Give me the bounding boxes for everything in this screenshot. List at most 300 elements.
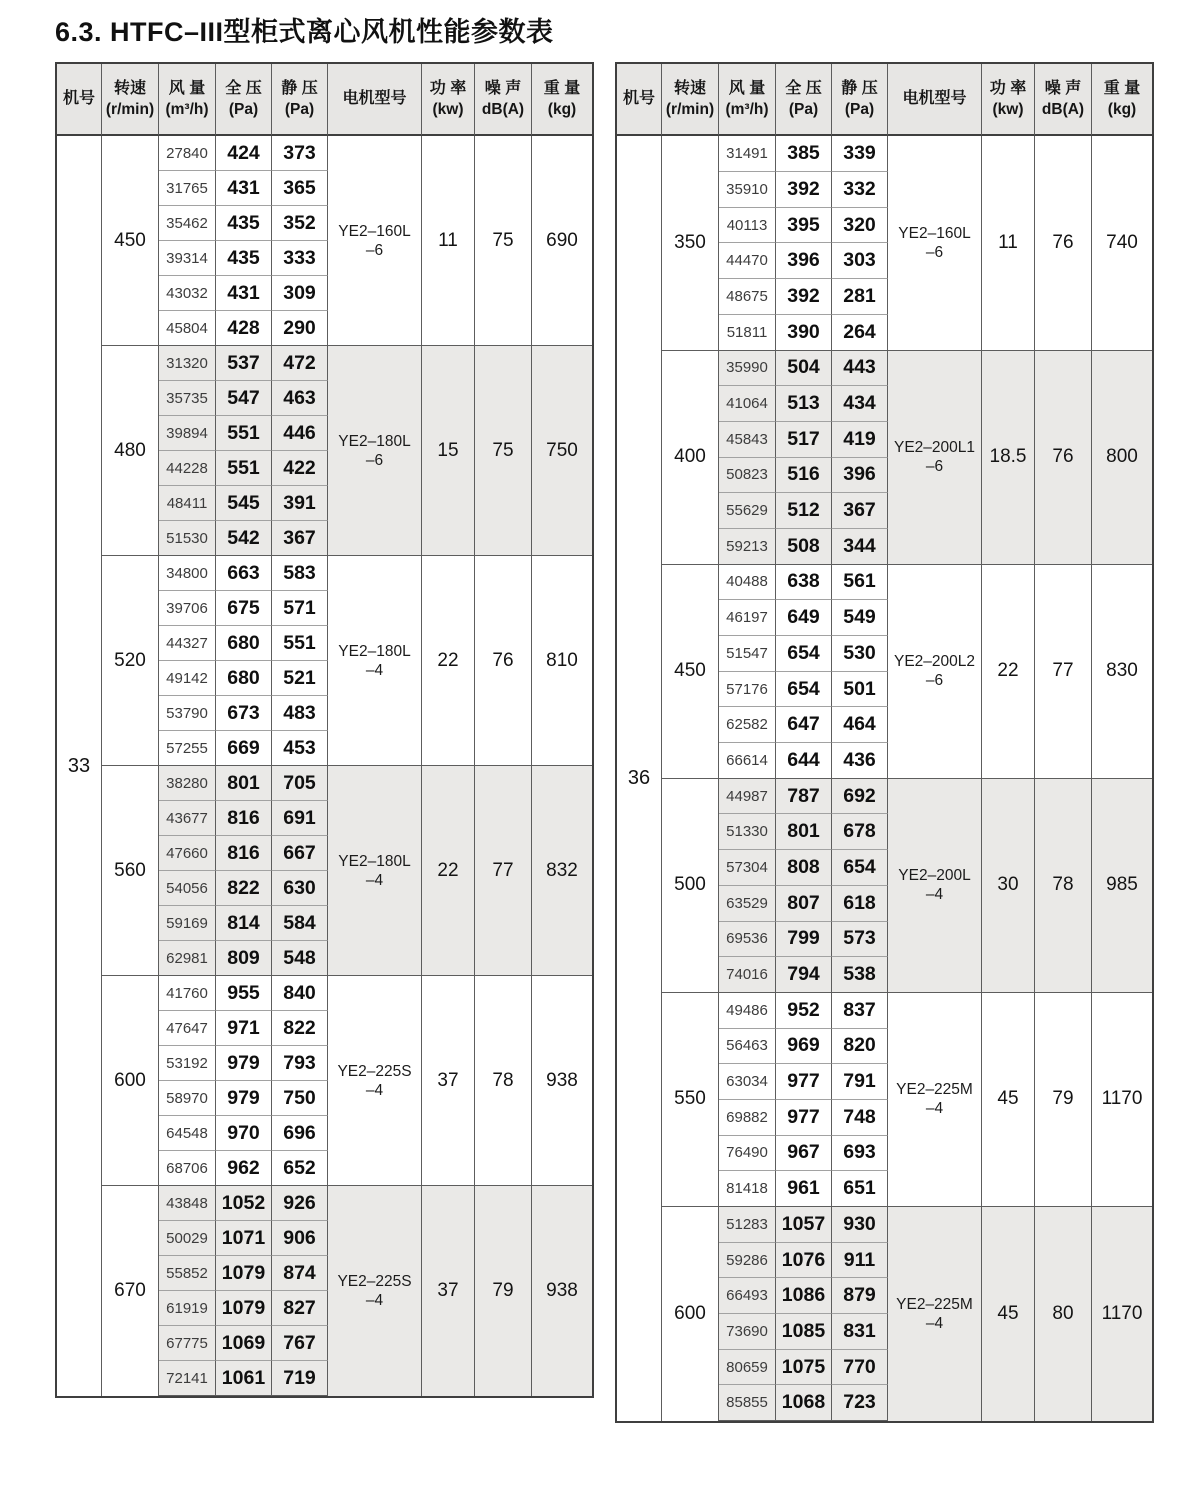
static-pressure-cell: 419 (832, 422, 888, 458)
total-pressure-cell: 435 (216, 241, 272, 276)
total-pressure-cell: 1052 (216, 1186, 272, 1221)
motor-model-line1: YE2–160L (898, 224, 971, 242)
total-pressure-cell: 508 (776, 529, 832, 565)
flow-cell: 40488 (719, 565, 776, 601)
weight-cell: 750 (532, 346, 592, 556)
column-unit: (r/min) (665, 100, 715, 118)
total-pressure-cell: 551 (216, 416, 272, 451)
static-pressure-cell: 911 (832, 1243, 888, 1279)
noise-cell: 75 (475, 346, 532, 556)
motor-model-cell (328, 346, 422, 556)
total-pressure-cell: 644 (776, 743, 832, 779)
table-body (617, 136, 1152, 1421)
column-label: 功 率 (989, 79, 1027, 97)
motor-model-cell (888, 993, 982, 1207)
column-header-1 (662, 64, 719, 136)
total-pressure-cell: 392 (776, 172, 832, 208)
static-pressure-cell: 906 (272, 1221, 328, 1256)
total-pressure-cell: 638 (776, 565, 832, 601)
motor-model-cell (888, 351, 982, 565)
static-pressure-cell: 654 (832, 850, 888, 886)
column-label: 机号 (622, 89, 655, 107)
column-header-6 (982, 64, 1035, 136)
total-pressure-cell: 537 (216, 346, 272, 381)
power-cell: 18.5 (982, 351, 1035, 565)
total-pressure-cell: 807 (776, 886, 832, 922)
column-unit: (Pa) (228, 100, 259, 118)
motor-model-line2: –4 (365, 1081, 384, 1099)
speed-cell: 350 (662, 136, 719, 350)
motor-model-line1: YE2–225M (896, 1081, 973, 1099)
static-pressure-cell: 573 (832, 922, 888, 958)
flow-cell: 35990 (719, 351, 776, 387)
flow-cell: 64548 (159, 1116, 216, 1151)
static-pressure-cell: 831 (832, 1314, 888, 1350)
flow-cell: 69882 (719, 1100, 776, 1136)
flow-cell: 39314 (159, 241, 216, 276)
column-label: 全 压 (785, 79, 822, 97)
flow-cell: 47660 (159, 836, 216, 871)
flow-cell: 38280 (159, 766, 216, 801)
flow-cell: 43032 (159, 276, 216, 311)
total-pressure-cell: 794 (776, 957, 832, 993)
static-pressure-cell: 332 (832, 172, 888, 208)
motor-model-cell (888, 565, 982, 779)
motor-model-line2: –4 (925, 886, 944, 904)
static-pressure-cell: 443 (832, 351, 888, 387)
column-header-wrap (328, 64, 421, 134)
speed-cell: 600 (102, 976, 159, 1186)
static-pressure-cell: 434 (832, 386, 888, 422)
column-header-0 (57, 64, 102, 136)
column-header-5 (888, 64, 982, 136)
power-cell: 22 (422, 766, 475, 976)
total-pressure-cell: 647 (776, 707, 832, 743)
flow-cell: 66614 (719, 743, 776, 779)
noise-cell: 76 (1035, 136, 1092, 350)
total-pressure-cell: 799 (776, 922, 832, 958)
column-header-3 (216, 64, 272, 136)
total-pressure-cell: 392 (776, 279, 832, 315)
flow-cell: 46197 (719, 600, 776, 636)
table-body (57, 136, 592, 1396)
flow-cell: 69536 (719, 922, 776, 958)
column-header-4 (832, 64, 888, 136)
noise-cell: 79 (475, 1186, 532, 1396)
flow-cell: 40113 (719, 208, 776, 244)
flow-cell: 57255 (159, 731, 216, 766)
column-label: 转速 (113, 79, 146, 97)
static-pressure-cell: 391 (272, 486, 328, 521)
weight-cell: 800 (1092, 351, 1152, 565)
total-pressure-cell: 431 (216, 276, 272, 311)
static-pressure-cell: 521 (272, 661, 328, 696)
noise-cell: 76 (475, 556, 532, 766)
static-pressure-cell: 748 (832, 1100, 888, 1136)
noise-cell: 78 (475, 976, 532, 1186)
tables-container (55, 62, 1200, 1423)
flow-cell: 43848 (159, 1186, 216, 1221)
total-pressure-cell: 1079 (216, 1291, 272, 1326)
static-pressure-cell: 822 (272, 1011, 328, 1046)
static-pressure-cell: 651 (832, 1171, 888, 1207)
total-pressure-cell: 385 (776, 136, 832, 172)
total-pressure-cell: 816 (216, 801, 272, 836)
static-pressure-cell: 723 (832, 1385, 888, 1421)
total-pressure-cell: 822 (216, 871, 272, 906)
flow-cell: 31320 (159, 346, 216, 381)
column-header-wrap (1092, 64, 1152, 134)
column-header-6 (422, 64, 475, 136)
flow-cell: 51547 (719, 636, 776, 672)
total-pressure-cell: 1086 (776, 1278, 832, 1314)
static-pressure-cell: 333 (272, 241, 328, 276)
power-cell: 45 (982, 1207, 1035, 1421)
performance-table-left (55, 62, 594, 1398)
power-cell: 22 (982, 565, 1035, 779)
power-cell: 37 (422, 976, 475, 1186)
static-pressure-cell: 483 (272, 696, 328, 731)
flow-cell: 51330 (719, 814, 776, 850)
static-pressure-cell: 827 (272, 1291, 328, 1326)
column-label: 风 量 (168, 79, 206, 97)
column-unit: (m³/h) (725, 100, 769, 118)
column-label: 重 量 (1103, 79, 1141, 97)
flow-cell: 49142 (159, 661, 216, 696)
static-pressure-cell: 436 (832, 743, 888, 779)
static-pressure-cell: 571 (272, 591, 328, 626)
total-pressure-cell: 431 (216, 171, 272, 206)
speed-cell: 400 (662, 351, 719, 565)
flow-cell: 53790 (159, 696, 216, 731)
flow-cell: 44228 (159, 451, 216, 486)
machine-no-cell: 33 (57, 136, 102, 1396)
motor-model-line2: –6 (925, 458, 944, 476)
static-pressure-cell: 874 (272, 1256, 328, 1291)
motor-model-line1: YE2–180L (338, 852, 411, 870)
total-pressure-cell: 801 (216, 766, 272, 801)
noise-cell: 76 (1035, 351, 1092, 565)
data-row (57, 136, 592, 171)
static-pressure-cell: 791 (832, 1064, 888, 1100)
total-pressure-cell: 1071 (216, 1221, 272, 1256)
total-pressure-cell: 979 (216, 1046, 272, 1081)
noise-cell: 75 (475, 136, 532, 346)
motor-model-line1: YE2–180L (338, 642, 411, 660)
column-header-2 (159, 64, 216, 136)
flow-cell: 62981 (159, 941, 216, 976)
flow-cell: 50823 (719, 458, 776, 494)
static-pressure-cell: 309 (272, 276, 328, 311)
static-pressure-cell: 339 (832, 136, 888, 172)
motor-model-cell (328, 976, 422, 1186)
column-header-5 (328, 64, 422, 136)
total-pressure-cell: 816 (216, 836, 272, 871)
flow-cell: 59286 (719, 1243, 776, 1279)
column-unit: (r/min) (105, 100, 155, 118)
total-pressure-cell: 680 (216, 626, 272, 661)
total-pressure-cell: 1076 (776, 1243, 832, 1279)
static-pressure-cell: 793 (272, 1046, 328, 1081)
flow-cell: 34800 (159, 556, 216, 591)
flow-cell: 35462 (159, 206, 216, 241)
speed-cell: 450 (662, 565, 719, 779)
static-pressure-cell: 837 (832, 993, 888, 1029)
total-pressure-cell: 512 (776, 493, 832, 529)
total-pressure-cell: 654 (776, 636, 832, 672)
motor-model-line2: –6 (365, 241, 384, 259)
total-pressure-cell: 551 (216, 451, 272, 486)
total-pressure-cell: 680 (216, 661, 272, 696)
flow-cell: 63034 (719, 1064, 776, 1100)
total-pressure-cell: 390 (776, 315, 832, 351)
motor-model-line1: YE2–225S (337, 1062, 412, 1080)
motor-model-cell (328, 1186, 422, 1396)
static-pressure-cell: 373 (272, 136, 328, 171)
column-header-wrap (1035, 64, 1091, 134)
total-pressure-cell: 961 (776, 1171, 832, 1207)
weight-cell: 832 (532, 766, 592, 976)
flow-cell: 58970 (159, 1081, 216, 1116)
column-header-wrap (272, 64, 327, 134)
flow-cell: 45843 (719, 422, 776, 458)
static-pressure-cell: 750 (272, 1081, 328, 1116)
total-pressure-cell: 955 (216, 976, 272, 1011)
total-pressure-cell: 545 (216, 486, 272, 521)
flow-cell: 31491 (719, 136, 776, 172)
column-label: 风 量 (728, 79, 766, 97)
motor-model-line1: YE2–225M (896, 1295, 973, 1313)
static-pressure-cell: 767 (272, 1326, 328, 1361)
static-pressure-cell: 538 (832, 957, 888, 993)
speed-cell: 450 (102, 136, 159, 346)
motor-model-cell (888, 136, 982, 350)
weight-cell: 938 (532, 1186, 592, 1396)
total-pressure-cell: 547 (216, 381, 272, 416)
motor-model-line1: YE2–200L1 (893, 438, 976, 456)
column-header-0 (617, 64, 662, 136)
motor-model-line2: –4 (365, 661, 384, 679)
total-pressure-cell: 1068 (776, 1385, 832, 1421)
machine-no-cell: 36 (617, 136, 662, 1421)
total-pressure-cell: 787 (776, 779, 832, 815)
data-row (57, 346, 592, 381)
static-pressure-cell: 879 (832, 1278, 888, 1314)
flow-cell: 59213 (719, 529, 776, 565)
power-cell: 37 (422, 1186, 475, 1396)
motor-model-cell (888, 779, 982, 993)
column-header-1 (102, 64, 159, 136)
speed-cell: 520 (102, 556, 159, 766)
total-pressure-cell: 654 (776, 672, 832, 708)
flow-cell: 47647 (159, 1011, 216, 1046)
column-label: 电机型号 (342, 89, 407, 107)
total-pressure-cell: 669 (216, 731, 272, 766)
static-pressure-cell: 396 (832, 458, 888, 494)
column-header-wrap (422, 64, 474, 134)
motor-model-cell (888, 1207, 982, 1421)
total-pressure-cell: 428 (216, 311, 272, 346)
motor-model-line2: –6 (365, 451, 384, 469)
static-pressure-cell: 926 (272, 1186, 328, 1221)
column-header-wrap (57, 64, 101, 134)
flow-cell: 55852 (159, 1256, 216, 1291)
data-row (57, 976, 592, 1011)
flow-cell: 43677 (159, 801, 216, 836)
flow-cell: 67775 (159, 1326, 216, 1361)
total-pressure-cell: 675 (216, 591, 272, 626)
column-header-wrap (216, 64, 271, 134)
table-header (57, 64, 592, 136)
flow-cell: 49486 (719, 993, 776, 1029)
total-pressure-cell: 542 (216, 521, 272, 556)
static-pressure-cell: 320 (832, 208, 888, 244)
total-pressure-cell: 814 (216, 906, 272, 941)
table-header (617, 64, 1152, 136)
weight-cell: 938 (532, 976, 592, 1186)
static-pressure-cell: 365 (272, 171, 328, 206)
total-pressure-cell: 663 (216, 556, 272, 591)
column-header-wrap (982, 64, 1034, 134)
data-row (617, 136, 1152, 172)
weight-cell: 740 (1092, 136, 1152, 350)
static-pressure-cell: 344 (832, 529, 888, 565)
speed-cell: 480 (102, 346, 159, 556)
static-pressure-cell: 561 (832, 565, 888, 601)
flow-cell: 85855 (719, 1385, 776, 1421)
motor-model-line2: –4 (365, 1292, 384, 1310)
static-pressure-cell: 820 (832, 1029, 888, 1065)
static-pressure-cell: 464 (832, 707, 888, 743)
static-pressure-cell: 501 (832, 672, 888, 708)
flow-cell: 55629 (719, 493, 776, 529)
column-header-wrap (719, 64, 775, 134)
column-header-wrap (832, 64, 887, 134)
motor-model-line2: –6 (925, 672, 944, 690)
flow-cell: 59169 (159, 906, 216, 941)
column-label: 噪 声 (484, 79, 522, 97)
weight-cell: 1170 (1092, 1207, 1152, 1421)
power-cell: 30 (982, 779, 1035, 993)
static-pressure-cell: 696 (272, 1116, 328, 1151)
total-pressure-cell: 504 (776, 351, 832, 387)
flow-cell: 35735 (159, 381, 216, 416)
weight-cell: 810 (532, 556, 592, 766)
data-row (57, 1186, 592, 1221)
total-pressure-cell: 809 (216, 941, 272, 976)
column-unit: (Pa) (788, 100, 819, 118)
total-pressure-cell: 395 (776, 208, 832, 244)
flow-cell: 44327 (159, 626, 216, 661)
static-pressure-cell: 719 (272, 1361, 328, 1396)
column-header-wrap (532, 64, 592, 134)
flow-cell: 48675 (719, 279, 776, 315)
column-header-wrap (475, 64, 531, 134)
motor-model-line2: –4 (925, 1315, 944, 1333)
column-header-3 (776, 64, 832, 136)
weight-cell: 985 (1092, 779, 1152, 993)
column-label: 静 压 (281, 79, 318, 97)
column-header-4 (272, 64, 328, 136)
flow-cell: 50029 (159, 1221, 216, 1256)
power-cell: 15 (422, 346, 475, 556)
column-label: 噪 声 (1044, 79, 1082, 97)
power-cell: 45 (982, 993, 1035, 1207)
column-unit: (kg) (1107, 100, 1137, 118)
static-pressure-cell: 367 (832, 493, 888, 529)
total-pressure-cell: 396 (776, 243, 832, 279)
column-unit: (kw) (992, 100, 1024, 118)
static-pressure-cell: 281 (832, 279, 888, 315)
flow-cell: 73690 (719, 1314, 776, 1350)
static-pressure-cell: 693 (832, 1136, 888, 1172)
motor-model-cell (328, 136, 422, 346)
motor-model-line2: –4 (925, 1100, 944, 1118)
static-pressure-cell: 472 (272, 346, 328, 381)
column-label: 静 压 (841, 79, 878, 97)
column-header-wrap (662, 64, 718, 134)
flow-cell: 39706 (159, 591, 216, 626)
data-row (617, 1207, 1152, 1243)
static-pressure-cell: 303 (832, 243, 888, 279)
column-label: 转速 (673, 79, 706, 97)
motor-model-cell (328, 556, 422, 766)
flow-cell: 63529 (719, 886, 776, 922)
flow-cell: 54056 (159, 871, 216, 906)
total-pressure-cell: 969 (776, 1029, 832, 1065)
column-unit: dB(A) (481, 100, 525, 118)
static-pressure-cell: 840 (272, 976, 328, 1011)
column-unit: (m³/h) (165, 100, 209, 118)
data-row (57, 556, 592, 591)
motor-model-line2: –4 (365, 871, 384, 889)
performance-table-right (615, 62, 1154, 1423)
power-cell: 11 (982, 136, 1035, 350)
total-pressure-cell: 673 (216, 696, 272, 731)
column-unit: (Pa) (284, 100, 315, 118)
motor-model-line2: –6 (925, 243, 944, 261)
column-header-wrap (102, 64, 158, 134)
column-header-8 (532, 64, 592, 136)
weight-cell: 830 (1092, 565, 1152, 779)
total-pressure-cell: 977 (776, 1100, 832, 1136)
speed-cell: 560 (102, 766, 159, 976)
speed-cell: 550 (662, 993, 719, 1207)
total-pressure-cell: 1061 (216, 1361, 272, 1396)
static-pressure-cell: 667 (272, 836, 328, 871)
total-pressure-cell: 1085 (776, 1314, 832, 1350)
column-header-8 (1092, 64, 1152, 136)
total-pressure-cell: 1075 (776, 1350, 832, 1386)
flow-cell: 57304 (719, 850, 776, 886)
column-header-2 (719, 64, 776, 136)
noise-cell: 80 (1035, 1207, 1092, 1421)
data-row (617, 565, 1152, 601)
speed-cell: 670 (102, 1186, 159, 1396)
static-pressure-cell: 367 (272, 521, 328, 556)
static-pressure-cell: 264 (832, 315, 888, 351)
total-pressure-cell: 513 (776, 386, 832, 422)
flow-cell: 53192 (159, 1046, 216, 1081)
motor-model-line1: YE2–180L (338, 432, 411, 450)
static-pressure-cell: 352 (272, 206, 328, 241)
flow-cell: 31765 (159, 171, 216, 206)
static-pressure-cell: 618 (832, 886, 888, 922)
static-pressure-cell: 463 (272, 381, 328, 416)
column-label: 电机型号 (902, 89, 967, 107)
flow-cell: 66493 (719, 1278, 776, 1314)
header-row (57, 64, 592, 136)
